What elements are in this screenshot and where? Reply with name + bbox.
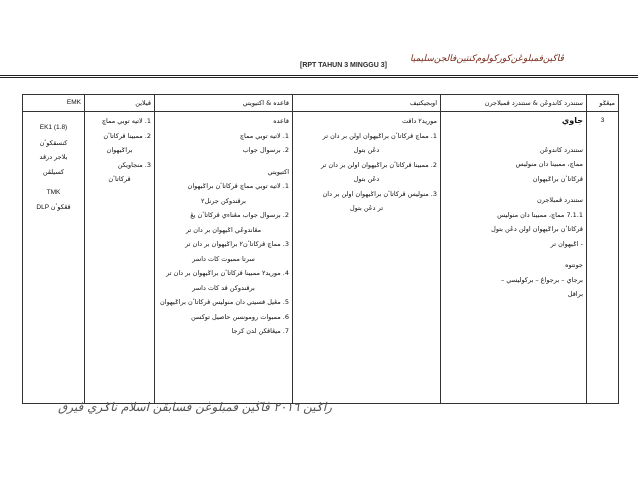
col-header-minggu: ميڠݢو: [587, 95, 619, 112]
aktiviti-item-2-cont: مڠاندوڠي اݢيهوان بر دان تر: [185, 225, 262, 234]
col-header-emk: EMK: [23, 95, 85, 112]
aktiviti-item-4-cont: برڤندوکن ڤد کات داسر: [192, 283, 255, 292]
kemahiran-item-4: 3. منجاويکن: [117, 160, 151, 169]
aktiviti-item-3: 3. مماچ ڤرکاتاٴن٢ براݢيهوان بر دان تر: [185, 240, 289, 248]
objektif-item-1-cont: دڠن بتول: [353, 146, 380, 154]
aktiviti-item-3-cont: سرتا ممبوت کات داسر: [192, 254, 255, 263]
aktiviti-item-1: 1. لاتيه توبي مماچ ڤرکاتاٴن براݢيهوان: [187, 182, 289, 190]
cell-kemahiran: [85, 112, 155, 404]
col-header-aktiviti: قاعده & اکتيويتي: [155, 95, 293, 112]
header-rule-secondary: [0, 77, 638, 78]
col-header-standard: ستندرد كاندوڠن & ستندرد ڤمبلاجرن: [441, 95, 587, 112]
kemahiran-item-1: 1. لاتيه توبي مماچ: [101, 117, 151, 125]
header-tag: [RPT TAHUN 3 MINGGU 3]: [300, 61, 387, 69]
cell-minggu: 3: [587, 112, 619, 404]
cell-standard: [441, 112, 587, 404]
aktiviti-item-6: 6. ممبوات رومونسن حاصيل توکسن: [190, 312, 289, 321]
aktiviti-item-1-cont: برڤندوکن جرنل٢: [201, 196, 246, 205]
col-header-objektif: اوبجيکتيف: [293, 95, 441, 112]
footer-signature: راݢين ٢٠١٦ ڤاڬين فمبلوڠن قسابقن اسلام ناݢري ڤيرق: [58, 400, 332, 414]
qaedah-label: قاعده: [273, 117, 289, 125]
table-header-row: [23, 95, 619, 112]
emk-code-1: EK1 (1.8): [39, 124, 68, 131]
table-row: [23, 112, 619, 404]
kemahiran-item-5: ڤرکاتاٴن: [108, 175, 131, 183]
aktiviti-item-7: 7. ميڠاڤکن لدن کرجا: [231, 327, 289, 335]
topic-text-2: براقل: [567, 290, 583, 298]
aktiviti-item-5: 5. مڠيل قسيتي دان منوليس ڤرکاتاٴن براݢيهوان: [160, 298, 289, 306]
emk-code-3: DLP ڤڠکوٴن: [36, 203, 71, 211]
cell-emk: [23, 112, 85, 404]
aktiviti-item-4: 4. موريد٢ ممبينا ڤرکاتاٴن براݢيهوان بر دان تر: [166, 269, 289, 277]
sp-text-1: 7.1.1 مماچ، ممبينا دان منوليس: [497, 210, 583, 219]
emk-text-3: کسيلڤن: [42, 167, 65, 176]
subject-heading: جاوي: [561, 116, 583, 125]
lesson-plan-table: [22, 94, 619, 404]
objektif-intro: موريد٢ داڤت: [402, 117, 437, 125]
kemahiran-item-3: براݢيهوان: [106, 146, 133, 154]
qaedah-item-2: 2. برسوال جواب: [242, 146, 289, 154]
header-rule: [0, 75, 638, 76]
qaedah-item-1: 1. لاتيه توبي مماچ: [239, 131, 289, 140]
cell-objektif: [293, 112, 441, 404]
objektif-item-2: 2. ممبينا ڤرکاتاٴن براݢيهوان اولن بر دان تر: [320, 160, 437, 169]
topic-text-1: برجاي – برجواڠ – برکوليسي –: [500, 275, 583, 284]
sp-text-2: ڤرکاتاٴن براݢيهوان اولن دڠن بتول: [491, 225, 583, 233]
sp-text-3: - اݢيهوان تر: [550, 239, 583, 248]
aktiviti-label: اکتيويتي: [267, 167, 289, 176]
sp-label: ستندرد ڤمبلاجرن: [537, 196, 583, 204]
emk-text-2: بلاجر درڤد: [39, 153, 68, 161]
table-header: [23, 95, 619, 112]
col-header-kemahiran: ڤيلاين: [85, 95, 155, 112]
emk-code-2: TMK: [46, 189, 61, 196]
kemahiran-item-2: 2. ممبينا ڤرکاتاٴن: [103, 131, 151, 140]
aktiviti-item-2: 2. برسوال جواب مڠناءي ڤرکاتاٴن يڠ: [190, 211, 289, 219]
header-title: ڤاڬين‌فمبلوڠن‌کورکولوم‌کنتين‌فالجن‌سليميا: [410, 54, 564, 64]
emk-text-1: کنسقکوٴن: [39, 138, 68, 147]
objektif-item-3-cont: تر دڠن بتول: [349, 204, 384, 212]
objektif-item-2-cont: دڠن بتول: [353, 175, 380, 183]
topic-label: جونتوه: [565, 261, 583, 269]
sk-text-2: ڤرکاتاٴن براݢيهوان: [532, 174, 583, 183]
objektif-item-1: 1. مماچ ڤرکاتاٴن براݢيهوان اولن بر دان تر: [322, 131, 437, 140]
cell-aktiviti: [155, 112, 293, 404]
sk-label: ستندرد کاندوڠن: [539, 145, 583, 154]
objektif-item-3: 3. منوليس ڤرکاتاٴن براݢيهوان اولن بر دان: [322, 189, 437, 198]
sk-text-1: مماچ، ممبينا دان منوليس: [515, 160, 583, 168]
